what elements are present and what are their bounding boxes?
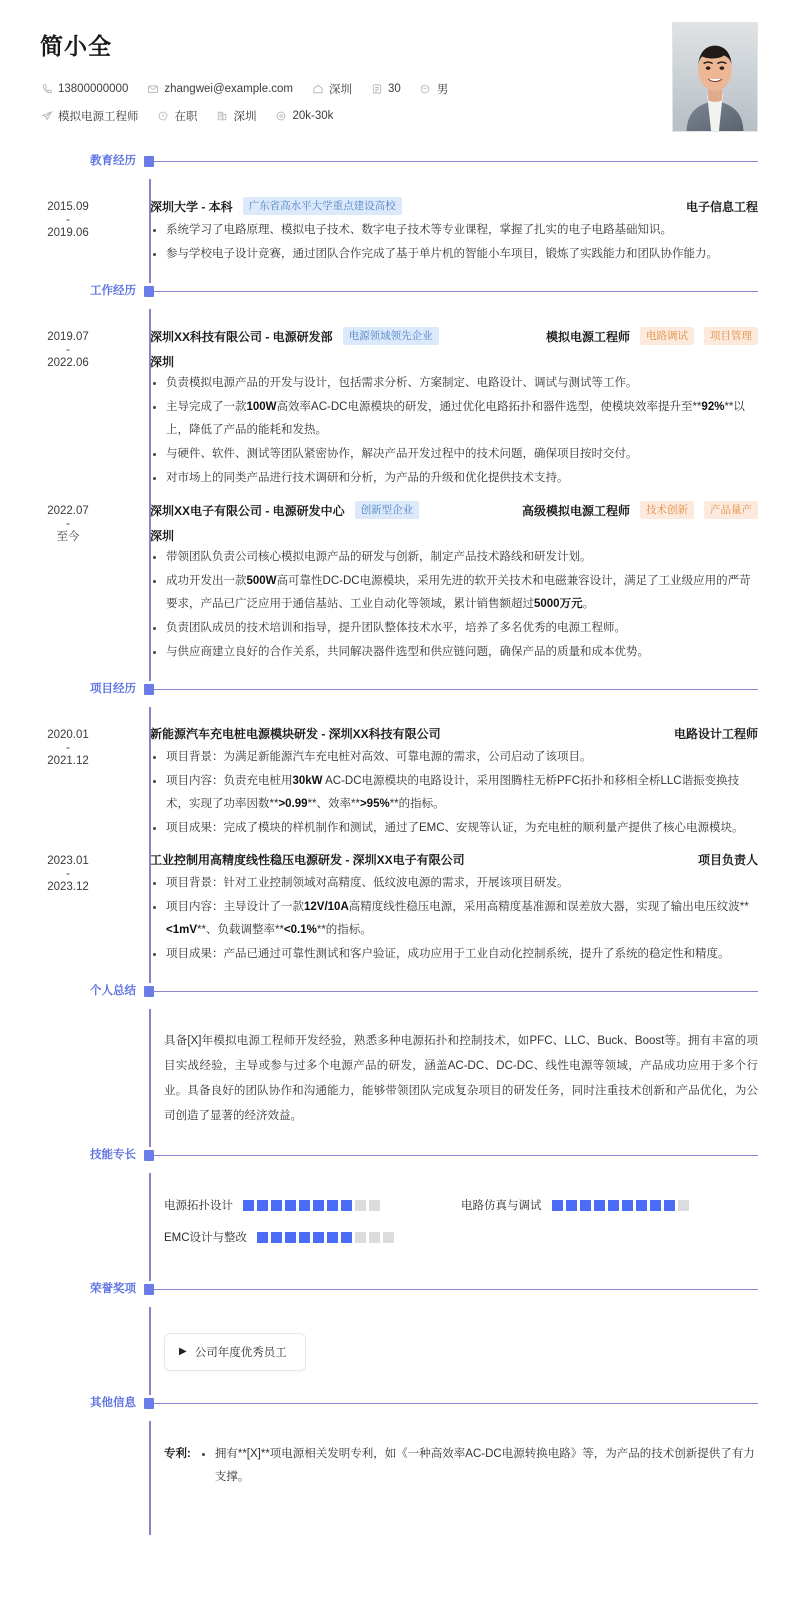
section-honors — [0, 1281, 794, 1395]
honor-label: 公司年度优秀员工 — [194, 1347, 287, 1359]
contact-city — [311, 81, 352, 97]
skills-list — [150, 1183, 758, 1267]
date-end: 2023.12 — [47, 881, 89, 893]
section-marker — [144, 1398, 154, 1409]
contact-row-primary — [40, 81, 672, 97]
header-left — [36, 22, 672, 135]
project-bullets — [150, 746, 758, 840]
section-other — [0, 1395, 794, 1535]
bullet-item: 与供应商建立良好的合作关系，共同解决器件选型和供应链问题，确保产品的质量和成本优势。 — [150, 641, 758, 664]
major-name: 电子信息工程 — [685, 199, 758, 214]
skill-segment-filled — [580, 1200, 591, 1211]
section-rule — [150, 1403, 758, 1404]
date-separator: - — [66, 742, 70, 754]
section-work-header — [0, 283, 794, 309]
timeline-line — [149, 1173, 151, 1281]
skill-level-bar — [552, 1200, 692, 1211]
section-label-skills: 技能专长 — [90, 1149, 136, 1161]
bullet-item: 对市场上的同类产品进行技术调研和分析，为产品的升级和优化提供技术支持。 — [150, 467, 758, 490]
section-projects — [0, 681, 794, 983]
contact-phone-value: 13800000000 — [58, 83, 129, 95]
section-work — [0, 283, 794, 681]
date-separator: - — [66, 518, 70, 530]
home-icon — [311, 83, 324, 96]
bullet-item: 负责团队成员的技术培训和指导，提升团队整体技术水平，培养了多名优秀的电源工程师。 — [150, 617, 758, 640]
work-location: 深圳 — [150, 529, 175, 543]
mail-icon — [146, 83, 159, 96]
avatar — [672, 22, 758, 132]
date-start: 2019.07 — [47, 331, 89, 343]
contact-age-value: 30 — [388, 83, 401, 95]
skill-tag: 电路调试 — [640, 327, 694, 345]
skill-label: 电源拓扑设计 — [164, 1200, 233, 1212]
entry-main — [136, 197, 758, 267]
education-bullets — [150, 219, 758, 266]
desired-position — [40, 108, 139, 124]
skill-item — [164, 1229, 461, 1245]
phone-icon — [40, 83, 53, 96]
section-marker — [144, 986, 154, 997]
entry-main — [136, 725, 758, 841]
company-tag: 电源领域领先企业 — [343, 327, 439, 345]
expand-arrow-icon[interactable]: ▶ — [179, 1346, 187, 1357]
skill-segment-filled — [622, 1200, 633, 1211]
bullet-item: 主导完成了一款100W高效率AC-DC电源模块的研发，通过优化电路拓扑和器件选型，使模块效率提升至**92%**以上，降低了产品的能耗和发热。 — [150, 396, 758, 442]
contact-email — [146, 83, 293, 96]
school-tag: 广东省高水平大学重点建设高校 — [243, 197, 402, 215]
bullet-item: 与硬件、软件、测试等团队紧密协作，解决产品开发过程中的技术问题，确保项目按时交付。 — [150, 443, 758, 466]
date-end: 至今 — [56, 531, 80, 543]
section-marker — [144, 684, 154, 695]
entry-title-row — [150, 197, 758, 215]
status-icon — [157, 110, 170, 123]
entry-title-row — [150, 725, 758, 742]
section-honors-header — [0, 1281, 794, 1307]
skill-segment-filled — [552, 1200, 563, 1211]
building-icon — [216, 110, 229, 123]
skill-segment-filled — [243, 1200, 254, 1211]
section-rule — [150, 689, 758, 690]
section-label-honors: 荣誉奖项 — [90, 1283, 136, 1295]
entry-date — [0, 851, 136, 895]
skill-segment-filled — [341, 1200, 352, 1211]
timeline-line — [149, 1421, 151, 1535]
other-info-key: 专利: — [164, 1448, 191, 1460]
skill-segment-filled — [285, 1232, 296, 1243]
date-separator: - — [66, 344, 70, 356]
work-entry — [0, 493, 758, 667]
entry-main — [136, 501, 758, 665]
desired-position-value: 模拟电源工程师 — [58, 111, 139, 123]
contact-gender — [419, 81, 449, 97]
section-skills — [0, 1147, 794, 1281]
skill-segment-filled — [341, 1232, 352, 1243]
section-marker — [144, 1284, 154, 1295]
section-summary-header — [0, 983, 794, 1009]
skill-segment-empty — [383, 1232, 394, 1243]
skill-label: EMC设计与整改 — [164, 1232, 248, 1244]
skill-tag: 产品量产 — [704, 501, 758, 519]
section-work-body — [0, 309, 794, 681]
education-entry — [0, 189, 758, 269]
entry-date — [0, 197, 136, 241]
skill-tag: 项目管理 — [704, 327, 758, 345]
section-rule — [150, 1289, 758, 1290]
skill-segment-filled — [299, 1232, 310, 1243]
company-tag: 创新型企业 — [355, 501, 420, 519]
section-other-body — [0, 1421, 794, 1535]
skill-segment-filled — [327, 1232, 338, 1243]
job-status-value: 在职 — [174, 111, 198, 123]
section-rule — [150, 291, 758, 292]
skill-segment-filled — [285, 1200, 296, 1211]
other-info-row — [150, 1431, 758, 1495]
resume-header — [0, 0, 794, 153]
project-role: 电路设计工程师 — [673, 727, 758, 741]
section-rule — [150, 991, 758, 992]
bullet-item: 项目内容：主导设计了一款12V/10A高精度线性稳压电源，采用高精度基准源和误差放大器，实现了输出电压纹波**<1mV**、负载调整率**<0.1%**的指标。 — [150, 896, 758, 942]
salary-icon — [275, 110, 288, 123]
skill-segment-filled — [594, 1200, 605, 1211]
section-label-education: 教育经历 — [90, 155, 136, 167]
project-name: 工业控制用高精度线性稳压电源研发 - 深圳XX电子有限公司 — [150, 853, 465, 867]
honor-item[interactable] — [164, 1333, 306, 1371]
contact-phone — [40, 83, 128, 96]
bullet-item: 项目背景：为满足新能源汽车充电桩对高效、可靠电源的需求，公司启动了该项目。 — [150, 746, 758, 769]
job-title: 高级模拟电源工程师 — [521, 503, 630, 518]
entry-title-row — [150, 327, 758, 345]
company-name: 深圳XX电子有限公司 - 电源研发中心 — [150, 503, 345, 518]
contact-age — [370, 83, 401, 96]
section-marker — [144, 1150, 154, 1161]
skill-segment-filled — [608, 1200, 619, 1211]
project-role: 项目负责人 — [697, 853, 758, 867]
section-rule — [150, 161, 758, 162]
bullet-item: 参与学校电子设计竞赛，通过团队合作完成了基于单片机的智能小车项目，锻炼了实践能力和团队协作能力。 — [150, 243, 758, 266]
section-education — [0, 153, 794, 283]
skill-segment-filled — [566, 1200, 577, 1211]
section-summary — [0, 983, 794, 1147]
entry-main — [136, 851, 758, 967]
section-education-header — [0, 153, 794, 179]
timeline-line — [149, 1307, 151, 1395]
skill-item — [164, 1197, 461, 1213]
entry-title-row — [150, 851, 758, 868]
skill-tag: 技术创新 — [640, 501, 694, 519]
entry-date — [0, 501, 136, 545]
page-title: 简小全 — [40, 33, 112, 59]
bullet-item: 成功开发出一款500W高可靠性DC-DC电源模块，采用先进的软开关技术和电磁兼容设计，满足了工业级应用的严苛要求，产品已广泛应用于通信基站、工业自动化等领域，累计销售额超过5000万元。 — [150, 570, 758, 616]
work-location: 深圳 — [150, 355, 175, 369]
work-bullets — [150, 372, 758, 490]
section-projects-header — [0, 681, 794, 707]
skill-segment-filled — [636, 1200, 647, 1211]
skill-segment-filled — [299, 1200, 310, 1211]
project-name: 新能源汽车充电桩电源模块研发 - 深圳XX科技有限公司 — [150, 727, 441, 741]
work-bullets — [150, 546, 758, 664]
bullet-item: 负责模拟电源产品的开发与设计，包括需求分析、方案制定、电路设计、调试与测试等工作。 — [150, 372, 758, 395]
skill-segment-filled — [257, 1232, 268, 1243]
project-entry — [0, 717, 758, 843]
contact-row-secondary — [40, 108, 672, 124]
skill-segment-empty — [355, 1232, 366, 1243]
entry-date — [0, 327, 136, 371]
section-marker — [144, 156, 154, 167]
section-label-other: 其他信息 — [90, 1397, 136, 1409]
skill-segment-filled — [257, 1200, 268, 1211]
skill-segment-filled — [313, 1232, 324, 1243]
section-skills-body — [0, 1173, 794, 1281]
work-entry — [0, 319, 758, 493]
school-name: 深圳大学 - 本科 — [150, 199, 233, 214]
skill-item — [461, 1197, 758, 1213]
project-entry — [0, 843, 758, 969]
entry-main — [136, 327, 758, 491]
section-honors-body — [0, 1307, 794, 1395]
work-city — [216, 108, 257, 124]
contact-city-value: 深圳 — [329, 84, 353, 96]
skill-segment-empty — [678, 1200, 689, 1211]
paper-plane-icon — [40, 110, 53, 123]
skill-segment-filled — [271, 1232, 282, 1243]
section-label-work: 工作经历 — [90, 285, 136, 297]
date-end: 2021.12 — [47, 755, 89, 767]
project-bullets — [150, 872, 758, 966]
gender-icon — [419, 83, 432, 96]
skill-segment-filled — [313, 1200, 324, 1211]
skill-segment-filled — [327, 1200, 338, 1211]
entry-title-row — [150, 501, 758, 519]
other-info-list — [199, 1443, 758, 1489]
skill-segment-empty — [369, 1200, 380, 1211]
bullet-item: 项目成果：产品已通过可靠性测试和客户验证，成功应用于工业自动化控制系统，提升了系统的稳定性和精度。 — [150, 943, 758, 966]
timeline-line — [149, 1009, 151, 1147]
date-end: 2022.06 — [47, 357, 89, 369]
date-end: 2019.06 — [47, 227, 89, 239]
bullet-item: 项目内容：负责充电桩用30kW AC-DC电源模块的电路设计，采用图腾柱无桥PFC拓扑和移相全桥LLC谐振变换技术，实现了功率因数**>0.99**、效率**>95%**的指标。 — [150, 770, 758, 816]
honors-list — [150, 1317, 758, 1381]
bullet-item: 项目成果：完成了模块的样机制作和测试，通过了EMC、安规等认证，为充电桩的顺利量产提供了核心电源模块。 — [150, 817, 758, 840]
skill-level-bar — [243, 1200, 383, 1211]
date-start: 2023.01 — [47, 855, 89, 867]
section-label-projects: 项目经历 — [90, 683, 136, 695]
section-label-summary: 个人总结 — [90, 985, 136, 997]
company-name: 深圳XX科技有限公司 - 电源研发部 — [150, 329, 333, 344]
skill-segment-filled — [664, 1200, 675, 1211]
section-other-header — [0, 1395, 794, 1421]
date-separator: - — [66, 868, 70, 880]
bullet-item: 系统学习了电路原理、模拟电子技术、数字电子技术等专业课程，掌握了扎实的电子电路基础知识。 — [150, 219, 758, 242]
section-summary-body — [0, 1009, 794, 1147]
section-projects-body — [0, 707, 794, 983]
bullet-item: 拥有**[X]**项电源相关发明专利，如《一种高效率AC-DC电源转换电路》等，为产品的技术创新提供了有力支撑。 — [199, 1443, 758, 1489]
section-skills-header — [0, 1147, 794, 1173]
section-marker — [144, 286, 154, 297]
skill-label: 电路仿真与调试 — [461, 1200, 542, 1212]
salary-expectation — [275, 110, 334, 123]
date-start: 2015.09 — [47, 201, 89, 213]
id-card-icon — [370, 83, 383, 96]
contact-gender-value: 男 — [436, 84, 449, 96]
skill-segment-filled — [271, 1200, 282, 1211]
job-title: 模拟电源工程师 — [545, 329, 630, 344]
date-start: 2020.01 — [47, 729, 89, 741]
bullet-item: 带领团队负责公司核心模拟电源产品的研发与创新，制定产品技术路线和研发计划。 — [150, 546, 758, 569]
entry-date — [0, 725, 136, 769]
section-education-body — [0, 179, 794, 283]
skill-segment-filled — [650, 1200, 661, 1211]
date-start: 2022.07 — [47, 505, 89, 517]
date-separator: - — [66, 214, 70, 226]
contact-email-value: zhangwei@example.com — [164, 83, 294, 95]
bullet-item: 项目背景：针对工业控制领域对高精度、低纹波电源的需求，开展该项目研发。 — [150, 872, 758, 895]
summary-text: 具备[X]年模拟电源工程师开发经验，熟悉多种电源拓扑和控制技术，如PFC、LLC、Buck、Boost等。拥有丰富的项目实战经验，主导或参与过多个电源产品的研发，涵盖AC-DC、DC-DC、线性电源等领域，产品成功应用于多个行业。具备良好的团队协作和沟通能力，能够带领团队完成复杂项目的研发任务，同时注重技术创新和产品优化，为公司创造了显著的经济效益。 — [164, 1035, 758, 1122]
skill-segment-empty — [369, 1232, 380, 1243]
work-city-value: 深圳 — [233, 111, 257, 123]
skill-level-bar — [257, 1232, 397, 1243]
job-status — [157, 108, 198, 124]
skill-segment-empty — [355, 1200, 366, 1211]
salary-expectation-value: 20k-30k — [292, 110, 334, 122]
section-rule — [150, 1155, 758, 1156]
